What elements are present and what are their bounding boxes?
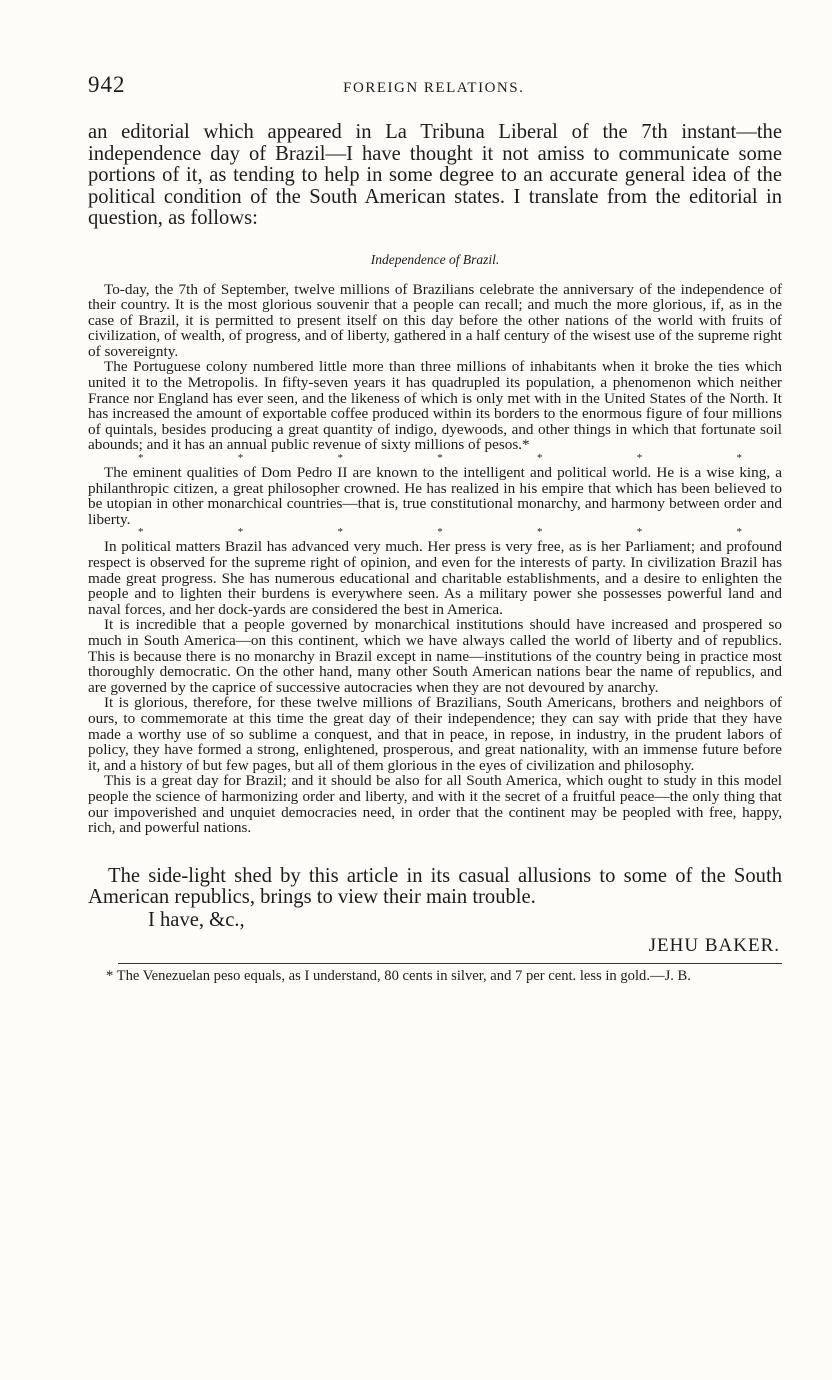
intro-paragraph: an editorial which appeared in La Tribuna Liberal of the 7th instant—the independence day of Brazil—I have thought it not amiss to communicate some portions of it, as tending to help in some degree to an accurate general idea of the political condition of the South American states. I translate from the editorial in question, as follows: [88,121,782,229]
article-paragraph-2: The Portuguese colony numbered little more than three millions of inhabitants when it broke the ties which united it to the Metropolis. In fifty-seven years it has quadrupled its population, a phenomenon which neither France nor England has ever seen, and the likeness of which is only met with in the United States of the North. It has increased the amount of exportable coffee produced within its borders to the enormous figure of four millions of quintals, besides producing a great quantity of indigo, dyewoods, and other things in which that fortunate soil abounds; and it has an annual public revenue of sixty millions of pesos.* [88,358,782,454]
article-paragraph-7: This is a great day for Brazil; and it should be also for all South America, which ought to study in this model people the science of harmonizing order and liberty, and with it the secret of a fruitful peace—the only thing that our impoverished and unquiet democracies need, in order that the continent may be peopled with free, happy, rich, and powerful nations. [88,772,782,837]
star: * [636,452,643,465]
closing-paragraph: The side-light shed by this article in its casual allusions to some of the South American republics, brings to view their main trouble. [88,864,782,909]
article-paragraph-6: It is glorious, therefore, for these twelve millions of Brazilians, South Americans, brothers and neighbors of ours, to commemorate at this time the great day of their independence; they can say with pride that they have made a worthy use of so sublime a conquest, and that in peace, in repose, in industry, in the prudent labors of policy, they have formed a strong, enlightened, prosperous, and great nationality, with an immense future before it, and a history of but few pages, but all of them glorious in the eyes of civilization and philosophy. [88,694,782,774]
signature: JEHU BAKER. [648,934,780,956]
star: * [337,526,343,539]
star: * [537,526,543,539]
article-paragraph-4: In political matters Brazil has advanced very much. Her press is very free, as is her Parliament; and profound respect is observed for the supreme right of opinion, and even for the interests of party. In civilization Brazil has made great progress. She has numerous educational and charitable establishments, and a desire to enlighten the people and to lighten their burdens is everywhere seen. As a military power she possesses powerful land and naval forces, and her dock-yards are considered the best in America. [88,538,782,618]
footnote-divider [118,963,782,964]
salutation: I have, &c., [148,908,245,931]
running-head: FOREIGN RELATIONS. [343,80,525,96]
page-number: 942 [88,72,126,97]
article-paragraph-5: It is incredible that a people governed by monarchical institutions should have increased and prospered so much in South America—on this continent, which we have always called the world of liberty and of republics. This is because there is no monarchy in Brazil except in name—institutions of the country being in practice most thoroughly democratic. On the other hand, many other South American nations bear the name of republics, and are governed by the caprice of successive autocracies when they are not devoured by anarchy. [88,616,782,696]
star: * [437,452,443,465]
footnote: * The Venezuelan peso equals, as I understand, 80 cents in silver, and 7 per cent. less in gold.—J. B. [106,967,691,984]
star: * [237,526,244,539]
article [88,252,782,836]
star: * [736,526,742,539]
star: * [736,452,742,465]
article-paragraph-1: To-day, the 7th of September, twelve millions of Brazilians celebrate the anniversary of the independence of their country. It is the most glorious souvenir that a people can recall; and much the more glorious, if, as in the case of Brazil, it is permitted to present itself on this day before the other nations of the world with fruits of civilization, of wealth, of progress, and of liberty, gathered in a half century of the wisest use of the supreme right of sovereignty. [88,280,782,360]
document-page [88,72,782,984]
star: * [537,452,543,465]
page-header [88,72,782,104]
article-title: Independence of Brazil. [370,251,500,267]
article-paragraph-3: The eminent qualities of Dom Pedro II are known to the intelligent and political world. He is a wise king, a philanthropic citizen, a great philosopher crowned. He has realized in his empire that which has been believed to be utopian in other monarchical countries—that is, true constitutional monarchy, and harmony between order and liberty. [88,464,782,528]
star: * [138,452,144,465]
star: * [636,526,643,539]
star: * [237,452,244,465]
star: * [437,526,443,539]
star: * [337,452,343,465]
star: * [138,526,144,539]
